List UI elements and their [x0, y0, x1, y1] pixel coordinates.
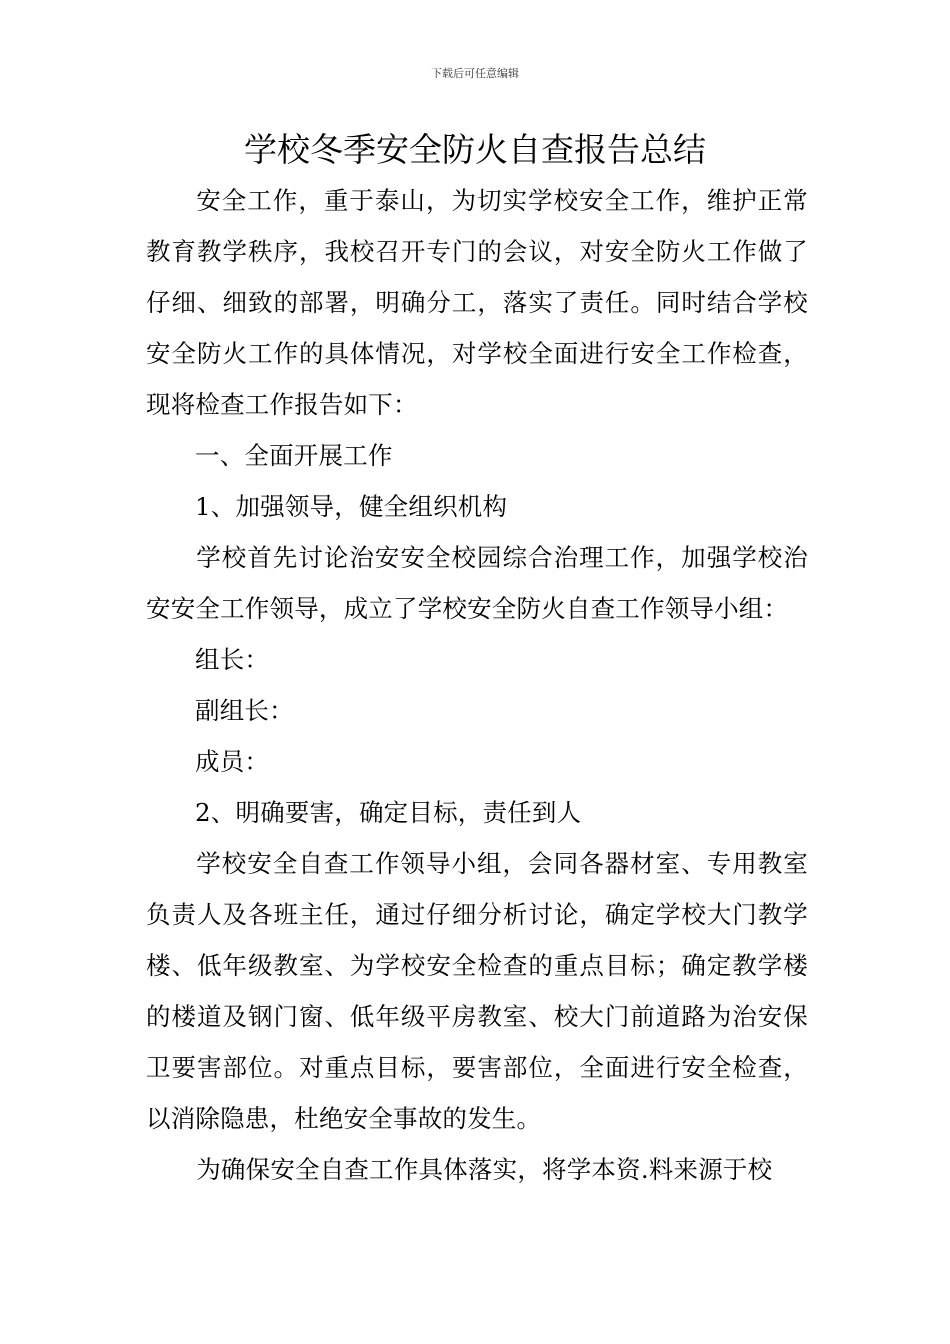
- role-leader: 组长：: [195, 645, 270, 674]
- paragraph-targets: 学校安全自查工作领导小组，会同各器材室、专用教室负责人及各班主任，通过仔细分析讨论，确定学校大门教学楼、低年级教室、为学校安全检查的重点目标；确定教学楼的楼道及钢门窗、低年级平房教室、校大门前道路为治安保卫要害部位。对重点目标，要害部位，全面进行安全检查，以消除隐患，杜绝安全事故的发生。: [146, 849, 808, 1133]
- document-title: 学校冬季安全防火自查报告总结: [244, 130, 706, 169]
- paragraph-intro: 安全工作，重于泰山，为切实学校安全工作，维护正常教育教学秩序，我校召开专门的会议，对安全防火工作做了仔细、细致的部署，明确分工，落实了责任。同时结合学校安全防火工作的具体情况，对学校全面进行安全工作检查，现将检查工作报告如下：: [146, 186, 808, 419]
- document-body: [146, 175, 808, 1195]
- subsection-heading-1: 1、加强领导，健全组织机构: [195, 492, 508, 521]
- header-note: 下载后可任意编辑: [431, 67, 519, 80]
- role-deputy-leader: 副组长：: [195, 696, 294, 725]
- paragraph-leadership: 学校首先讨论治安安全校园综合治理工作，加强学校治安安全工作领导，成立了学校安全防火自查工作领导小组：: [146, 543, 808, 623]
- subsection-heading-2: 2、明确要害，确定目标，责任到人: [195, 798, 582, 827]
- section-heading-1: 一、全面开展工作: [195, 441, 393, 470]
- role-members: 成员：: [195, 747, 270, 776]
- paragraph-implementation: 为确保安全自查工作具体落实，将学本资.料来源于校: [196, 1155, 773, 1184]
